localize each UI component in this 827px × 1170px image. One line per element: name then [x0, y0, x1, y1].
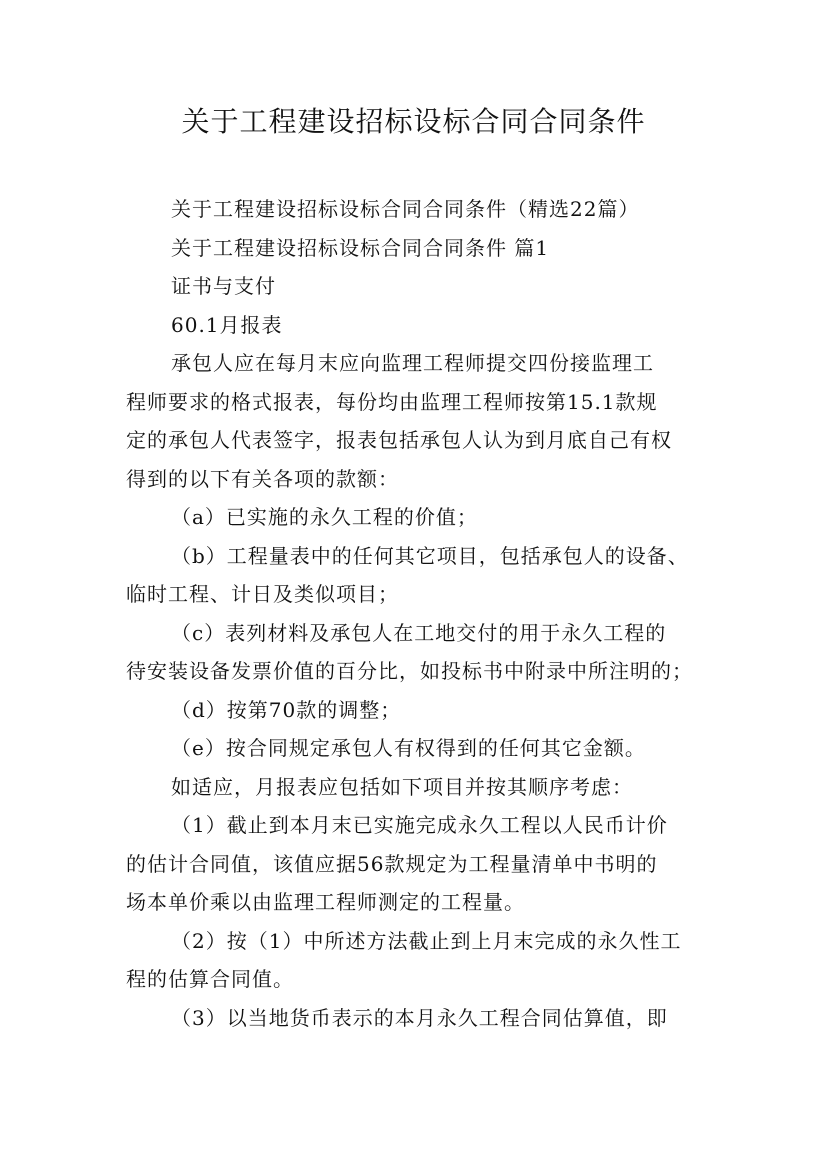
paragraph-line: 得到的以下有关各项的款额：	[126, 466, 399, 491]
paragraph-line: 临时工程、计日及类似项目；	[126, 582, 399, 606]
paragraph-line: 承包人应在每月末应向监理工程师提交四份接监理工	[171, 351, 654, 375]
paragraph-line: （c）表列材料及承包人在工地交付的用于永久工程的	[171, 620, 667, 645]
paragraph-line: 场本单价乘以由监理工程师测定的工程量。	[126, 890, 525, 914]
document-body	[126, 190, 716, 1037]
paragraph-line: 的估计合同值，该值应据56款规定为工程量清单中书明的	[126, 851, 658, 876]
paragraph-line: 关于工程建设招标设标合同合同条件（精选22篇）	[171, 197, 640, 221]
document-title: 关于工程建设招标设标合同合同条件	[181, 105, 646, 138]
paragraph-line: （3）以当地货币表示的本月永久工程合同估算值，即	[171, 1005, 668, 1030]
paragraph-line: （2）按（1）中所述方法截止到上月末完成的永久性工	[171, 928, 682, 953]
paragraph-line: （1）截止到本月末已实施完成永久工程以人民币计价	[171, 813, 668, 837]
paragraph-line: 待安装设备发票价值的百分比，如投标书中附录中所注明的；	[126, 659, 693, 683]
paragraph-line: 定的承包人代表签字，报表包括承包人认为到月底自己有权	[126, 428, 672, 452]
paragraph-line: 如适应，月报表应包括如下项目并按其顺序考虑：	[171, 774, 633, 799]
paragraph-line: （a）已实施的永久工程的价值；	[171, 505, 478, 529]
paragraph-line: 证书与支付	[171, 274, 276, 298]
paragraph-line: 程师要求的格式报表，每份均由监理工程师按第15.1款规	[126, 389, 658, 414]
paragraph-line: 60.1月报表	[171, 312, 283, 337]
paragraph-line: （b）工程量表中的任何其它项目，包括承包人的设备、	[171, 543, 689, 568]
paragraph-line: 程的估算合同值。	[126, 967, 294, 991]
paragraph-line: （e）按合同规定承包人有权得到的任何其它金额。	[171, 736, 646, 760]
paragraph-line: （d）按第70款的调整；	[171, 697, 402, 722]
paragraph-line: 关于工程建设招标设标合同合同条件 篇1	[171, 235, 550, 260]
